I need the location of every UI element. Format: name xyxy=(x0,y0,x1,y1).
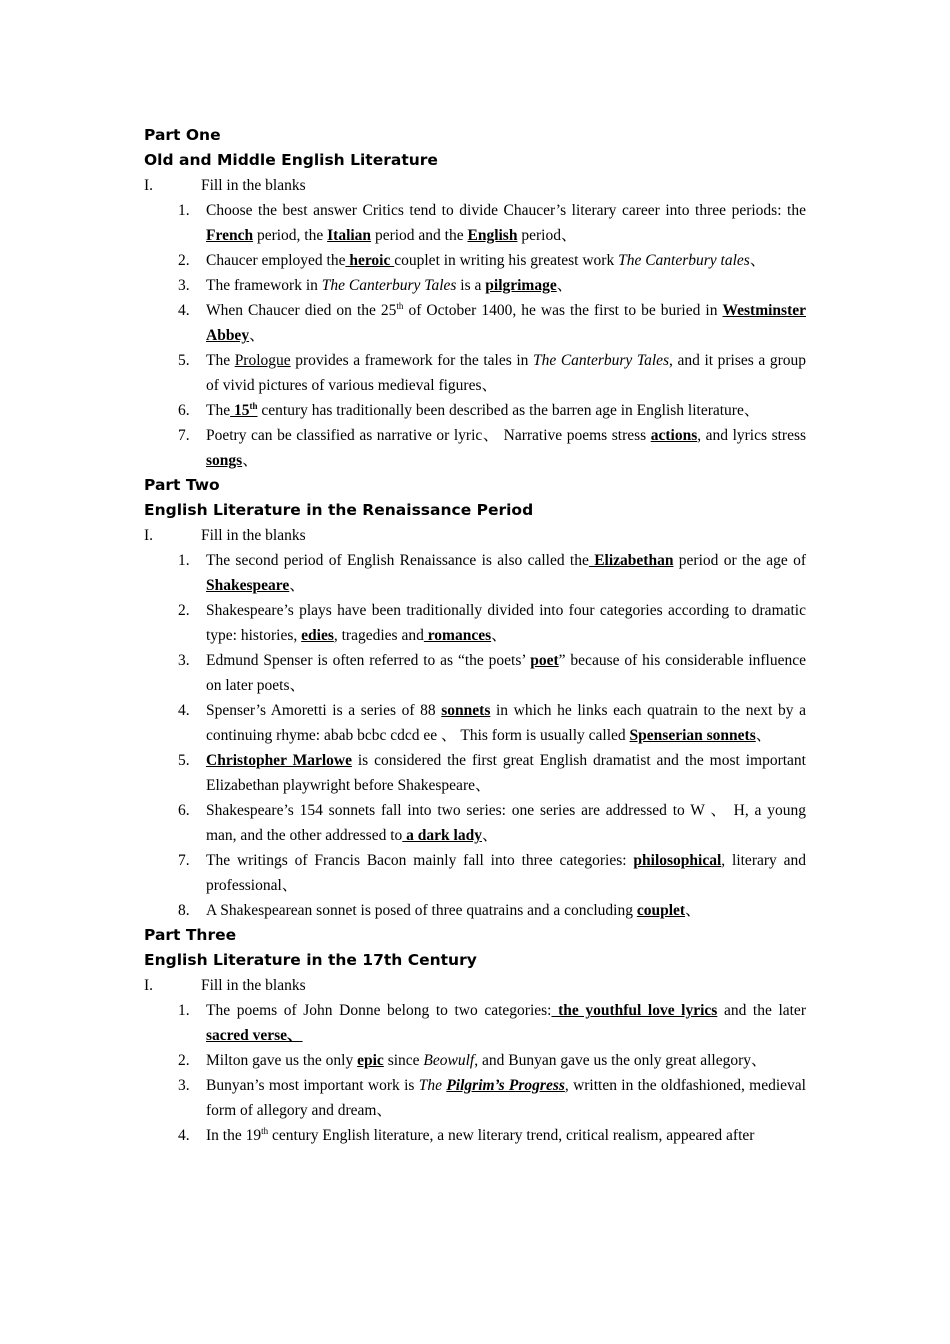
item-text: 、 xyxy=(749,252,766,269)
answer-blank: sacred verse、 xyxy=(206,1027,303,1044)
item-text: Bunyan’s most important work is xyxy=(206,1077,419,1094)
answer-blank: Shakespeare xyxy=(206,577,290,594)
answer-blank: heroic xyxy=(345,252,395,269)
list-item xyxy=(144,898,806,923)
item-number: 3. xyxy=(178,1077,190,1094)
part-two-section-heading xyxy=(144,523,806,548)
list-item xyxy=(144,248,806,273)
list-item xyxy=(144,598,806,648)
answer-blank: Pilgrim’s Progress xyxy=(446,1077,565,1094)
work-title: The Canterbury tales xyxy=(618,252,750,269)
item-text: is considered the first great English dramatist and the most important Elizabethan playwright before Shakespeare、 xyxy=(206,752,806,794)
list-item xyxy=(144,398,806,423)
section-numeral: I. xyxy=(144,177,154,194)
item-text: century English literature, a new literary trend, critical realism, appeared after xyxy=(268,1127,755,1144)
part-three-label: Part Three xyxy=(144,926,237,944)
item-text: couplet in writing his greatest work xyxy=(394,252,619,269)
list-item xyxy=(144,548,806,598)
answer-blank: epic xyxy=(357,1052,384,1069)
section-title: Fill in the blanks xyxy=(201,177,306,194)
item-text: in which he links each quatrain to the next by a continuing rhyme: abab bcbc cdcd ee 、 This form is usually called xyxy=(206,702,806,744)
answer-blank xyxy=(230,402,257,419)
item-text: 、 xyxy=(242,452,258,469)
answer-blank: French xyxy=(206,227,254,244)
answer-blank: a dark lady xyxy=(402,827,482,844)
list-item xyxy=(144,798,806,848)
list-item xyxy=(144,198,806,248)
section-numeral: I. xyxy=(144,527,154,544)
answer-blank: the youthful love lyrics xyxy=(551,1002,718,1019)
answer-blank: Italian xyxy=(327,227,372,244)
item-text: The writings of Francis Bacon mainly fall into three categories: xyxy=(206,852,634,869)
part-two-title: English Literature in the Renaissance Period xyxy=(144,501,534,519)
list-item xyxy=(144,748,806,798)
list-item xyxy=(144,1048,806,1073)
answer-blank: Spenserian sonnets xyxy=(629,727,756,744)
answer-blank: Elizabethan xyxy=(588,552,674,569)
item-text: Edmund Spenser is often referred to as “the poets’ xyxy=(206,652,531,669)
section-title: Fill in the blanks xyxy=(201,527,306,544)
document-body xyxy=(144,123,806,1148)
item-text: Shakespeare’s plays have been traditionally divided into four categories according to dramatic type: histories, xyxy=(206,602,806,644)
answer-blank: romances xyxy=(423,627,492,644)
item-number: 1. xyxy=(178,1002,190,1019)
answer-blank: actions xyxy=(650,427,698,444)
item-text: period、 xyxy=(517,227,577,244)
part-three-title: English Literature in the 17th Century xyxy=(144,951,477,969)
item-text: 、 xyxy=(755,727,772,744)
list-item xyxy=(144,1123,806,1148)
item-text: century has traditionally been described as the barren age in English literature、 xyxy=(257,402,760,419)
item-number: 2. xyxy=(178,1052,190,1069)
item-number: 4. xyxy=(178,302,190,319)
answer-blank: sonnets xyxy=(441,702,491,719)
item-text: The xyxy=(206,402,231,419)
item-text: period and the xyxy=(371,227,468,244)
list-item xyxy=(144,648,806,698)
answer-text: 15 xyxy=(230,402,250,419)
part-one-label: Part One xyxy=(144,126,221,144)
item-text: Shakespeare’s 154 sonnets fall into two series: one series are addressed to W 、 H, a young man, and the other addressed to xyxy=(206,802,806,844)
item-text: and the later xyxy=(717,1002,806,1019)
list-item xyxy=(144,298,806,348)
item-text: , and Bunyan gave us the only great allegory、 xyxy=(474,1052,767,1069)
work-title: The Canterbury Tales xyxy=(533,352,670,369)
list-item xyxy=(144,998,806,1048)
item-text: provides a framework for the tales in xyxy=(290,352,533,369)
item-number: 4. xyxy=(178,702,190,719)
part-three-section-heading xyxy=(144,973,806,998)
superscript: th xyxy=(396,301,404,311)
part-one-section-heading xyxy=(144,173,806,198)
item-text: 、 xyxy=(685,902,701,919)
item-text: 、 xyxy=(249,327,265,344)
item-text: is a xyxy=(456,277,486,294)
part-three-list xyxy=(144,998,806,1148)
item-text: Milton gave us the only xyxy=(206,1052,358,1069)
answer-blank: pilgrimage xyxy=(485,277,557,294)
item-text: When Chaucer died on the 25 xyxy=(206,302,397,319)
superscript: th xyxy=(249,401,258,411)
item-text: , and lyrics stress xyxy=(697,427,807,444)
item-number: 7. xyxy=(178,427,190,444)
item-text: , tragedies and xyxy=(333,627,424,644)
answer-blank: songs xyxy=(206,452,243,469)
item-text: Choose the best answer Critics tend to divide Chaucer’s literary career into three periods: the xyxy=(206,202,806,219)
item-number: 1. xyxy=(178,552,190,569)
item-number: 5. xyxy=(178,752,190,769)
item-text: A Shakespearean sonnet is posed of three quatrains and a concluding xyxy=(206,902,637,919)
item-text: of October 1400, he was the first to be buried in xyxy=(403,302,723,319)
superscript: th xyxy=(261,1126,269,1136)
section-title: Fill in the blanks xyxy=(201,977,306,994)
list-item xyxy=(144,423,806,473)
list-item xyxy=(144,348,806,398)
item-number: 6. xyxy=(178,402,190,419)
list-item xyxy=(144,848,806,898)
list-item xyxy=(144,698,806,748)
item-text: 、 xyxy=(289,577,305,594)
item-number: 4. xyxy=(178,1127,190,1144)
part-two-list xyxy=(144,548,806,923)
item-number: 3. xyxy=(178,277,190,294)
item-text: 、 xyxy=(556,277,573,294)
part-two-label: Part Two xyxy=(144,476,220,494)
part-one-title: Old and Middle English Literature xyxy=(144,151,438,169)
answer-blank: Christopher Marlowe xyxy=(206,752,352,769)
item-text: period, the xyxy=(253,227,328,244)
item-text: Poetry can be classified as narrative or lyric、 Narrative poems stress xyxy=(206,427,651,444)
item-text: The xyxy=(206,352,235,369)
work-title: Beowulf xyxy=(423,1052,475,1069)
item-text: Chaucer employed the xyxy=(206,252,346,269)
list-item xyxy=(144,273,806,298)
item-text: In the 19 xyxy=(206,1127,262,1144)
answer-blank: edies xyxy=(301,627,334,644)
item-text: , literary and professional、 xyxy=(206,852,806,894)
answer-blank: poet xyxy=(530,652,559,669)
part-one-list xyxy=(144,198,806,473)
item-text: ” because of his considerable influence on later poets、 xyxy=(206,652,806,694)
work-title: The Canterbury Tales xyxy=(321,277,457,294)
item-text: The framework in xyxy=(206,277,322,294)
item-text: since xyxy=(383,1052,424,1069)
item-text: Spenser’s Amoretti is a series of 88 xyxy=(206,702,442,719)
item-number: 2. xyxy=(178,252,190,269)
item-text: 、 xyxy=(491,627,507,644)
section-numeral: I. xyxy=(144,977,154,994)
answer-blank: philosophical xyxy=(633,852,722,869)
item-number: 8. xyxy=(178,902,190,919)
answer-blank: English xyxy=(467,227,518,244)
item-text: The second period of English Renaissance is also called the xyxy=(206,552,589,569)
item-number: 1. xyxy=(178,202,190,219)
item-text: , and it prises a group of vivid pictures of various medieval figures、 xyxy=(206,352,806,394)
work-title: The xyxy=(418,1077,447,1094)
item-number: 5. xyxy=(178,352,190,369)
list-item xyxy=(144,1073,806,1123)
item-text: 、 xyxy=(481,827,498,844)
item-number: 3. xyxy=(178,652,190,669)
item-number: 7. xyxy=(178,852,190,869)
answer-blank: Prologue xyxy=(234,352,291,369)
item-text: The poems of John Donne belong to two categories: xyxy=(206,1002,552,1019)
item-number: 6. xyxy=(178,802,190,819)
item-text: , written in the oldfashioned, medieval form of allegory and dream、 xyxy=(206,1077,806,1119)
item-number: 2. xyxy=(178,602,190,619)
item-text: period or the age of xyxy=(673,552,806,569)
answer-blank: Westminster Abbey xyxy=(206,302,806,344)
answer-blank: couplet xyxy=(636,902,686,919)
